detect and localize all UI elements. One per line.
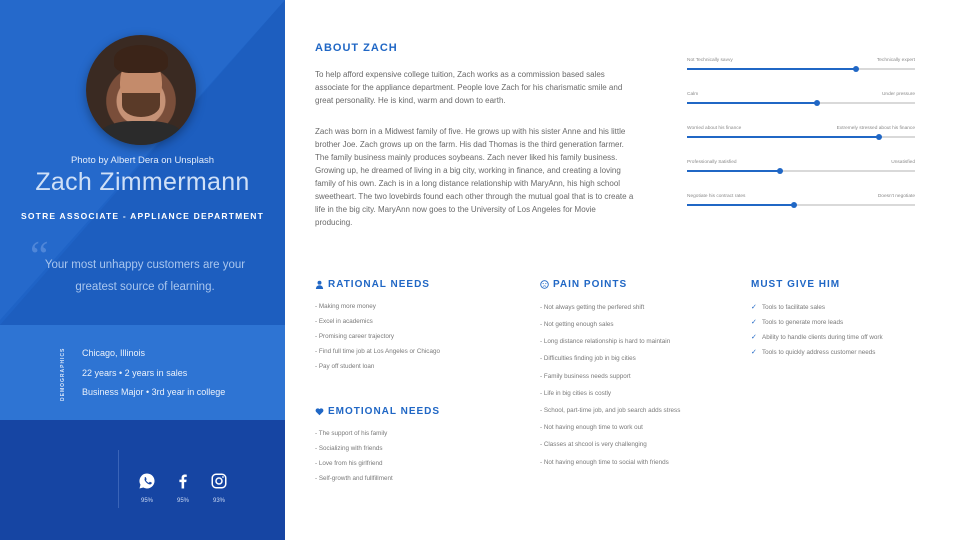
trait-slider[interactable] bbox=[687, 194, 915, 214]
rational-needs-title: RATIONAL NEEDS bbox=[328, 279, 430, 290]
slider-right-label: Technically expert bbox=[876, 58, 915, 63]
list-item: ✓ Tools to quickly address customer needs bbox=[751, 349, 876, 356]
list-item: - Self-growth and fullfillment bbox=[315, 475, 393, 482]
facebook-icon bbox=[174, 472, 192, 490]
list-item: - Not having enough time to social with friends bbox=[540, 459, 669, 466]
heart-icon bbox=[315, 407, 324, 416]
pain-points-heading bbox=[540, 279, 627, 290]
list-item: - Family business needs support bbox=[540, 373, 631, 380]
sad-face-icon bbox=[540, 280, 549, 289]
persona-role: SOTRE ASSOCIATE - APPLIANCE DEPARTMENT bbox=[21, 211, 264, 221]
list-item: - Socializing with friends bbox=[315, 445, 383, 452]
list-item: - Pay off student loan bbox=[315, 363, 375, 370]
slider-handle[interactable] bbox=[814, 100, 820, 106]
must-give-heading bbox=[751, 279, 840, 290]
about-title: ABOUT ZACH bbox=[315, 42, 398, 54]
list-item: ✓ Ability to handle clients during time off work bbox=[751, 334, 883, 341]
slider-fill bbox=[687, 68, 856, 70]
demographics-label: DEMOGRAPHICS bbox=[60, 347, 66, 401]
social-percent: 93% bbox=[212, 498, 225, 504]
trait-slider[interactable] bbox=[687, 160, 915, 180]
slider-handle[interactable] bbox=[777, 168, 783, 174]
list-item: ✓ Tools to generate more leads bbox=[751, 319, 844, 326]
slider-left-label: Professionally Satisfied bbox=[687, 160, 737, 165]
list-item: - Long distance relationship is hard to maintain bbox=[540, 338, 671, 345]
slider-handle[interactable] bbox=[876, 134, 882, 140]
whatsapp-icon bbox=[138, 472, 156, 490]
list-item: - Classes at shcool is very challenging bbox=[540, 441, 647, 448]
slider-right-label: Under pressure bbox=[881, 92, 915, 97]
slider-left-label: Calm bbox=[687, 92, 699, 97]
list-item: - Not always getting the perfered shift bbox=[540, 304, 645, 311]
demographics-section bbox=[0, 325, 285, 420]
persona-name: Zach Zimmermann bbox=[35, 168, 250, 196]
list-item: - Making more money bbox=[315, 303, 376, 310]
persona-quote: Your most unhappy customers are your greatest source of learning. bbox=[44, 259, 246, 293]
quote-mark-icon: “ bbox=[30, 234, 49, 280]
list-item: ✓ Tools to facilitate sales bbox=[751, 304, 825, 311]
trait-slider[interactable] bbox=[687, 92, 915, 112]
must-give-title: MUST GIVE HIM bbox=[751, 279, 841, 290]
slider-handle[interactable] bbox=[791, 202, 797, 208]
slider-right-label: Extremely stressed about his finance bbox=[836, 126, 915, 131]
trait-slider[interactable] bbox=[687, 126, 915, 146]
demographics-education: Business Major • 3rd year in college bbox=[82, 387, 226, 397]
social-percent: 95% bbox=[176, 498, 189, 504]
list-item: - The support of his family bbox=[315, 430, 388, 437]
slider-fill bbox=[687, 136, 879, 138]
slider-right-label: Doesn't negotiate bbox=[877, 194, 915, 199]
list-item: - Find full time job at Los Angeles or Chicago bbox=[315, 348, 440, 355]
instagram-icon bbox=[210, 472, 228, 490]
trait-slider[interactable] bbox=[687, 58, 915, 78]
check-icon: ✓ bbox=[751, 349, 757, 356]
social-section bbox=[0, 420, 285, 540]
avatar bbox=[86, 35, 196, 145]
list-item: - Life in big cities is costly bbox=[540, 390, 612, 397]
list-item: - Not getting enough sales bbox=[540, 321, 614, 328]
check-icon: ✓ bbox=[751, 304, 757, 311]
slider-left-label: Negotiate his contract rates bbox=[687, 194, 746, 199]
list-item: - Excel in academics bbox=[315, 318, 373, 325]
slider-fill bbox=[687, 170, 780, 172]
person-icon bbox=[315, 280, 324, 289]
social-instagram[interactable] bbox=[204, 472, 234, 504]
pain-points-title: PAIN POINTS bbox=[553, 279, 628, 290]
demographics-age: 22 years • 2 years in sales bbox=[82, 368, 188, 378]
emotional-needs-heading bbox=[315, 406, 440, 417]
emotional-needs-title: EMOTIONAL NEEDS bbox=[328, 406, 441, 417]
list-item: - Love from his girlfriend bbox=[315, 460, 383, 467]
rational-needs-heading bbox=[315, 279, 430, 290]
slider-left-label: Not Technically savvy bbox=[687, 58, 733, 63]
slider-fill bbox=[687, 102, 817, 104]
social-percent: 95% bbox=[140, 498, 153, 504]
demographics-location: Chicago, Illinois bbox=[82, 348, 146, 358]
list-item: - Difficulties finding job in big cities bbox=[540, 355, 636, 362]
divider bbox=[118, 450, 119, 508]
check-icon: ✓ bbox=[751, 334, 757, 341]
slider-right-label: Unsatisfied bbox=[891, 160, 915, 165]
social-facebook[interactable] bbox=[168, 472, 198, 504]
check-icon: ✓ bbox=[751, 319, 757, 326]
slider-left-label: Worried about his finance bbox=[687, 126, 742, 131]
social-whatsapp[interactable] bbox=[132, 472, 162, 504]
slider-handle[interactable] bbox=[853, 66, 859, 72]
about-paragraph: Zach was born in a Midwest family of five. He grows up with his sister Anne and his little brother Joe. Zach grows up on the farm. His dad Thomas is the third generation farmer. The family business mainly produces soybeans. Zach never liked his family business. Growing up, he dreamed of living in a big city, working in finance, and creating a loving family of his own. Zach is in a long distance relationship with MaryAnn, his high school sweetheart. The two lovebirds found each other through the mutual goal that is to create a life in the big city. MaryAnn now goes to the University of Los Angeles for Movie producing. bbox=[315, 127, 634, 227]
about-paragraph: To help afford expensive college tuition, Zach works as a commission based sales associate for the appliance department. People love Zach for his charismatic smile and great personality. He is kind, warm and down to earth. bbox=[315, 70, 623, 105]
list-item: - School, part-time job, and job search adds stress bbox=[540, 407, 681, 414]
list-item: - Not having enough time to work out bbox=[540, 424, 643, 431]
photo-credit: Photo by Albert Dera on Unsplash bbox=[70, 155, 215, 166]
profile-panel bbox=[0, 0, 285, 540]
slider-fill bbox=[687, 204, 794, 206]
list-item: - Promising career trajectory bbox=[315, 333, 395, 340]
